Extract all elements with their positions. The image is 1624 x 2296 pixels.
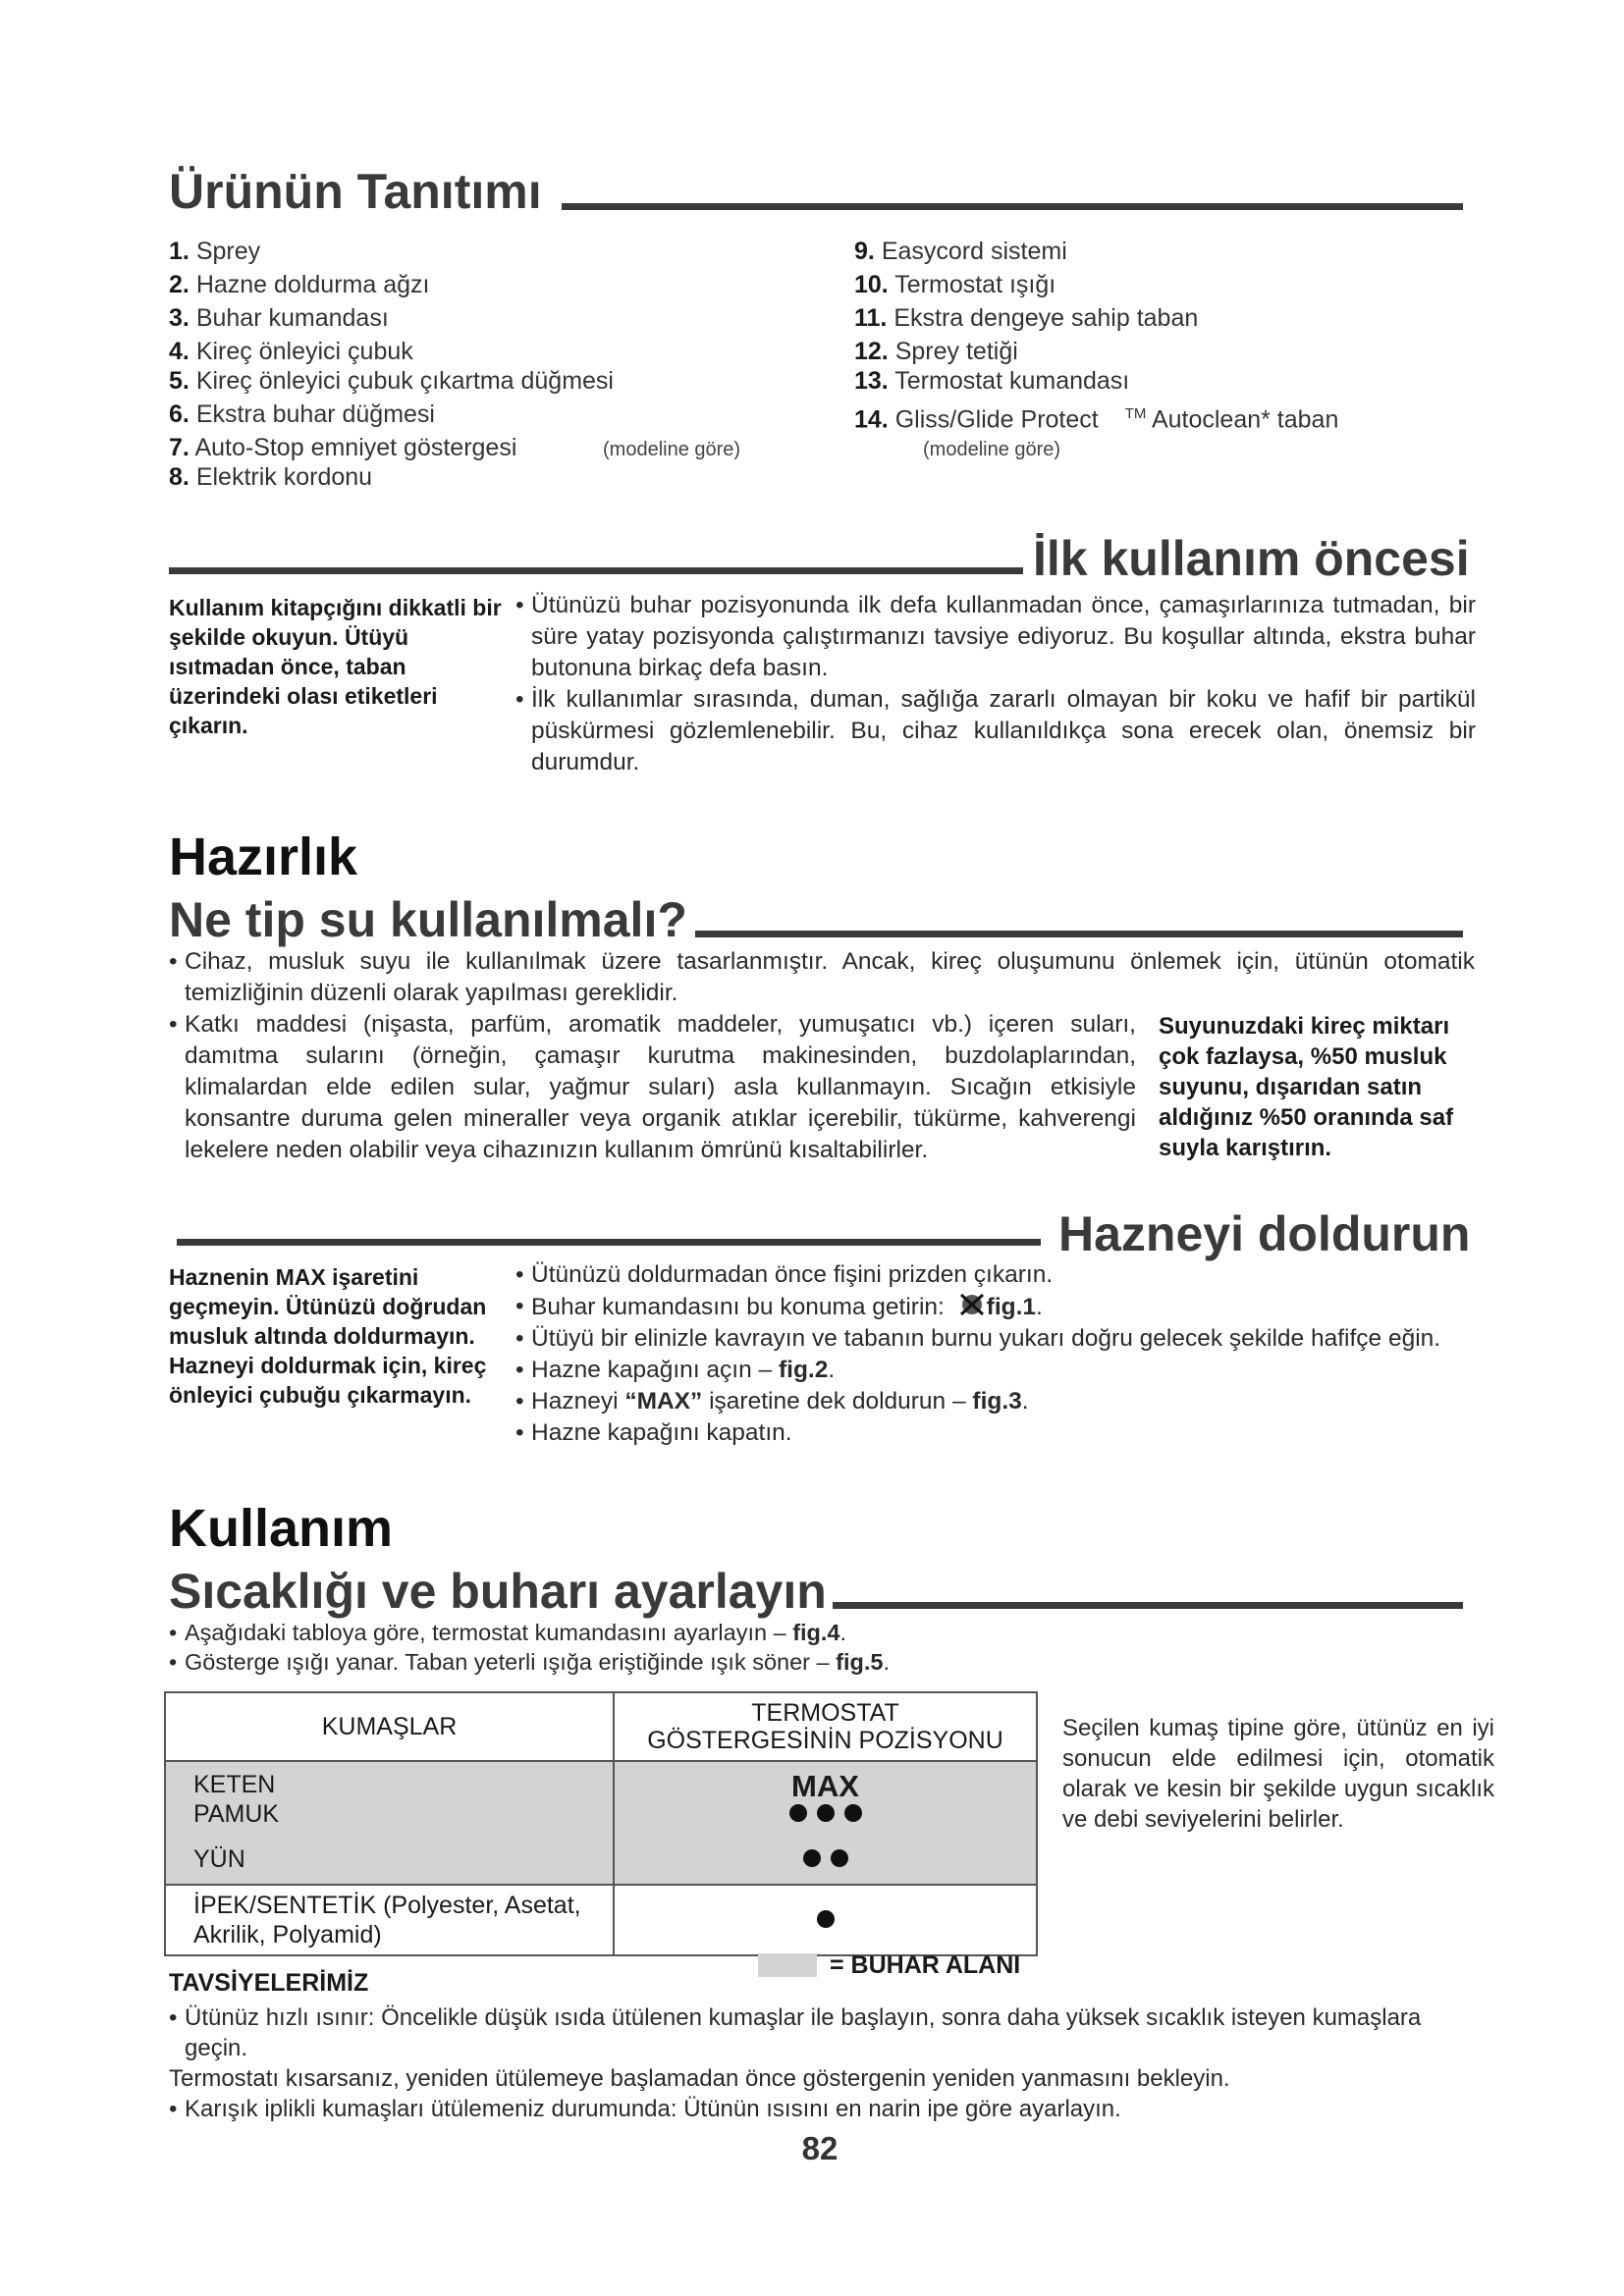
title-rule xyxy=(562,203,1463,210)
bullet-item: • Ütünüzü buhar pozisyonunda ilk defa kullanmadan önce, çamaşırlarınıza tutmadan, bir süre yatay pozisyonda çalıştırmanızı tavsiye ediyoruz. Bu koşullar altında, ekstra buhar butonuna birkaç defa basın. xyxy=(515,590,1476,684)
section-heading-preparation: Hazırlık xyxy=(169,828,358,886)
title-rule xyxy=(169,567,1023,574)
tip-item: Termostatı kısarsanız, yeniden ütülemeye başlamadan önce göstergenin yeniden yanmasını bekleyin. xyxy=(169,2065,1230,2092)
table-header-fabrics: KUMAŞLAR xyxy=(165,1692,614,1761)
max-label: MAX xyxy=(791,1768,859,1803)
bullet-item: • Gösterge ışığı yanar. Taban yeterli ışığa eriştiğinde ışık söner – fig.5. xyxy=(169,1647,1445,1677)
section-title-temperature: Sıcaklığı ve buharı ayarlayın xyxy=(169,1564,827,1619)
read-manual-note: Kullanım kitapçığını dikkatli bir şekilde okuyun. Ütüyü ısıtmadan önce, taban üzerindeki olası etiketleri çıkarın. xyxy=(169,595,502,738)
list-item: 4. Kireç önleyici çubuk xyxy=(169,338,413,365)
heat-dot xyxy=(831,1849,848,1867)
water-type-bullet-2: • Katkı maddesi (nişasta, parfüm, aromatik maddeler, yumuşatıcı vb.) içeren suları, damıtma sularını (örneğin, çamaşır kurutma makinesinden, buzdolaplarından, klimalardan elde edilen sular, yağmur suları) asla kullanmayın. Sıcağın etkisiyle konsantre duruma gelen mineraller veya organik atıklar içerebilir, tükürme, kahverengi lekelere neden olabilir veya cihazınızın kullanım ömrünü kısaltabilirler. xyxy=(169,1009,1136,1166)
step-item: • Ütüyü bir elinizle kavrayın ve tabanın burnu yukarı doğru gelecek şekilde hafifçe eğin. xyxy=(515,1323,1497,1355)
section-title-fill-tank: Hazneyi doldurun xyxy=(1058,1206,1471,1261)
section-title-water-type: Ne tip su kullanılmalı? xyxy=(169,892,687,947)
tip-item: • Karışık iplikli kumaşları ütülemeniz durumunda: Ütünün ısısını en narin ipe göre ayarlayın. xyxy=(169,2094,1435,2124)
tip-item: • Ütünüz hızlı ısınır: Öncelikle düşük ısıda ütülenen kumaşlar ile başlayın, sonra daha yüksek sıcaklık isteyen kumaşlara geçin. xyxy=(169,2002,1435,2063)
list-item: 5. Kireç önleyici çubuk çıkartma düğmesi xyxy=(169,367,614,395)
product-parts-list-right xyxy=(854,235,1483,436)
list-item: 9. Easycord sistemi xyxy=(854,238,1067,265)
steam-area-swatch xyxy=(758,1953,817,1977)
tips-text xyxy=(169,2002,1435,2124)
heat-dot xyxy=(789,1804,807,1822)
heat-dots-2 xyxy=(614,1836,1037,1885)
bullet-item: • Aşağıdaki tabloya göre, termostat kumandasını ayarlayın – fig.4. xyxy=(169,1618,1445,1647)
page-number: 82 xyxy=(801,2130,839,2166)
title-rule xyxy=(177,1239,1041,1246)
step-item: • Ütünüzü doldurmadan önce fişini prizden çıkarın. xyxy=(515,1259,1497,1291)
fabric-settings-table xyxy=(164,1691,1038,1956)
bullet-item: • İlk kullanımlar sırasında, duman, sağlığa zararlı olmayan bir koku ve hafif bir partikül püskürmesi gözlemlenebilir. Bu, cihaz kullanıldıkça sona erecek olan, önemsiz bir durumdur. xyxy=(515,684,1476,778)
heat-dot xyxy=(817,1804,835,1822)
section-heading-usage: Kullanım xyxy=(169,1499,394,1558)
model-note-right: (modeline göre) xyxy=(923,439,1061,460)
list-item: 7. Auto-Stop emniyet göstergesi xyxy=(169,434,517,461)
step-item: • Buhar kumandasını bu konuma getirin: fig.1. xyxy=(515,1291,1497,1323)
heat-dot xyxy=(803,1849,821,1867)
list-item: 6. Ekstra buhar düğmesi xyxy=(169,400,435,428)
list-item: 14. Gliss/Glide Protect ™ Autoclean* taban xyxy=(854,405,1339,434)
heat-dot xyxy=(817,1910,835,1928)
title-rule xyxy=(833,1602,1463,1609)
table-header-row xyxy=(165,1692,1037,1761)
list-item: 3. Buhar kumandası xyxy=(169,304,389,332)
list-item: 11. Ekstra dengeye sahip taban xyxy=(854,304,1199,332)
steam-area-legend: = BUHAR ALANI xyxy=(830,1951,1021,1979)
table-row: İPEK/SENTETİK (Polyester, Asetat, Akrilik, Polyamid) xyxy=(165,1885,1037,1955)
section-title-first-use: İlk kullanım öncesi xyxy=(1033,531,1470,586)
heat-dot xyxy=(844,1804,862,1822)
title-rule xyxy=(695,931,1463,937)
step-item: • Hazne kapağını açın – fig.2. xyxy=(515,1355,1497,1386)
table-header-position: TERMOSTAT GÖSTERGESİNİN POZİSYONU xyxy=(614,1692,1037,1761)
water-type-bullet-1: • Cihaz, musluk suyu ile kullanılmak üzere tasarlanmıştır. Ancak, kireç oluşumunu önlemek için, ütünün otomatik temizliğinin düzenli olarak yapılması gereklidir. xyxy=(169,946,1475,1009)
list-item: 8. Elektrik kordonu xyxy=(169,463,373,491)
heat-dots-3 xyxy=(615,1801,1036,1827)
steam-off-icon xyxy=(957,1291,987,1318)
list-item: 13. Termostat kumandası xyxy=(854,367,1130,395)
list-item: 1. Sprey xyxy=(169,238,261,265)
step-item: • Hazne kapağını kapatın. xyxy=(515,1417,1497,1449)
trademark-mark: TM xyxy=(1124,405,1147,422)
step-item: • Hazneyi “MAX” işaretine dek doldurun – fig.3. xyxy=(515,1386,1497,1417)
fill-tank-warning: Haznenin MAX işaretini geçmeyin. Ütünüzü doğrudan musluk altında doldurmayın. Hazneyi doldurmak için, kireç önleyici çubuğu çıkarmayın. xyxy=(169,1264,487,1408)
list-item: 12. Sprey tetiği xyxy=(854,338,1018,365)
temperature-bullets xyxy=(169,1618,1445,1677)
section-title-product: Ürünün Tanıtımı xyxy=(169,164,542,219)
table-row: KETEN PAMUK MAX xyxy=(165,1761,1037,1836)
table-side-note: Seçilen kumaş tipine göre, ütünüz en iyi sonucun elde edilmesi için, otomatik olarak ve kesin bir şekilde uygun sıcaklık ve debi seviyelerini belirler. xyxy=(1062,1715,1494,1833)
list-item: 10. Termostat ışığı xyxy=(854,271,1056,298)
table-row: YÜN xyxy=(165,1836,1037,1885)
heat-dots-1 xyxy=(614,1885,1037,1955)
fill-tank-steps xyxy=(515,1259,1497,1449)
limescale-note: Suyunuzdaki kireç miktarı çok fazlaysa, %50 musluk suyunu, dışarıdan satın aldığınız %50 oranında saf suyla karıştırın. xyxy=(1159,1013,1454,1161)
model-note-left: (modeline göre) xyxy=(603,439,741,460)
tips-title: TAVSİYELERİMİZ xyxy=(169,1969,369,1997)
first-use-text xyxy=(515,590,1476,778)
list-item: 2. Hazne doldurma ağzı xyxy=(169,271,430,298)
